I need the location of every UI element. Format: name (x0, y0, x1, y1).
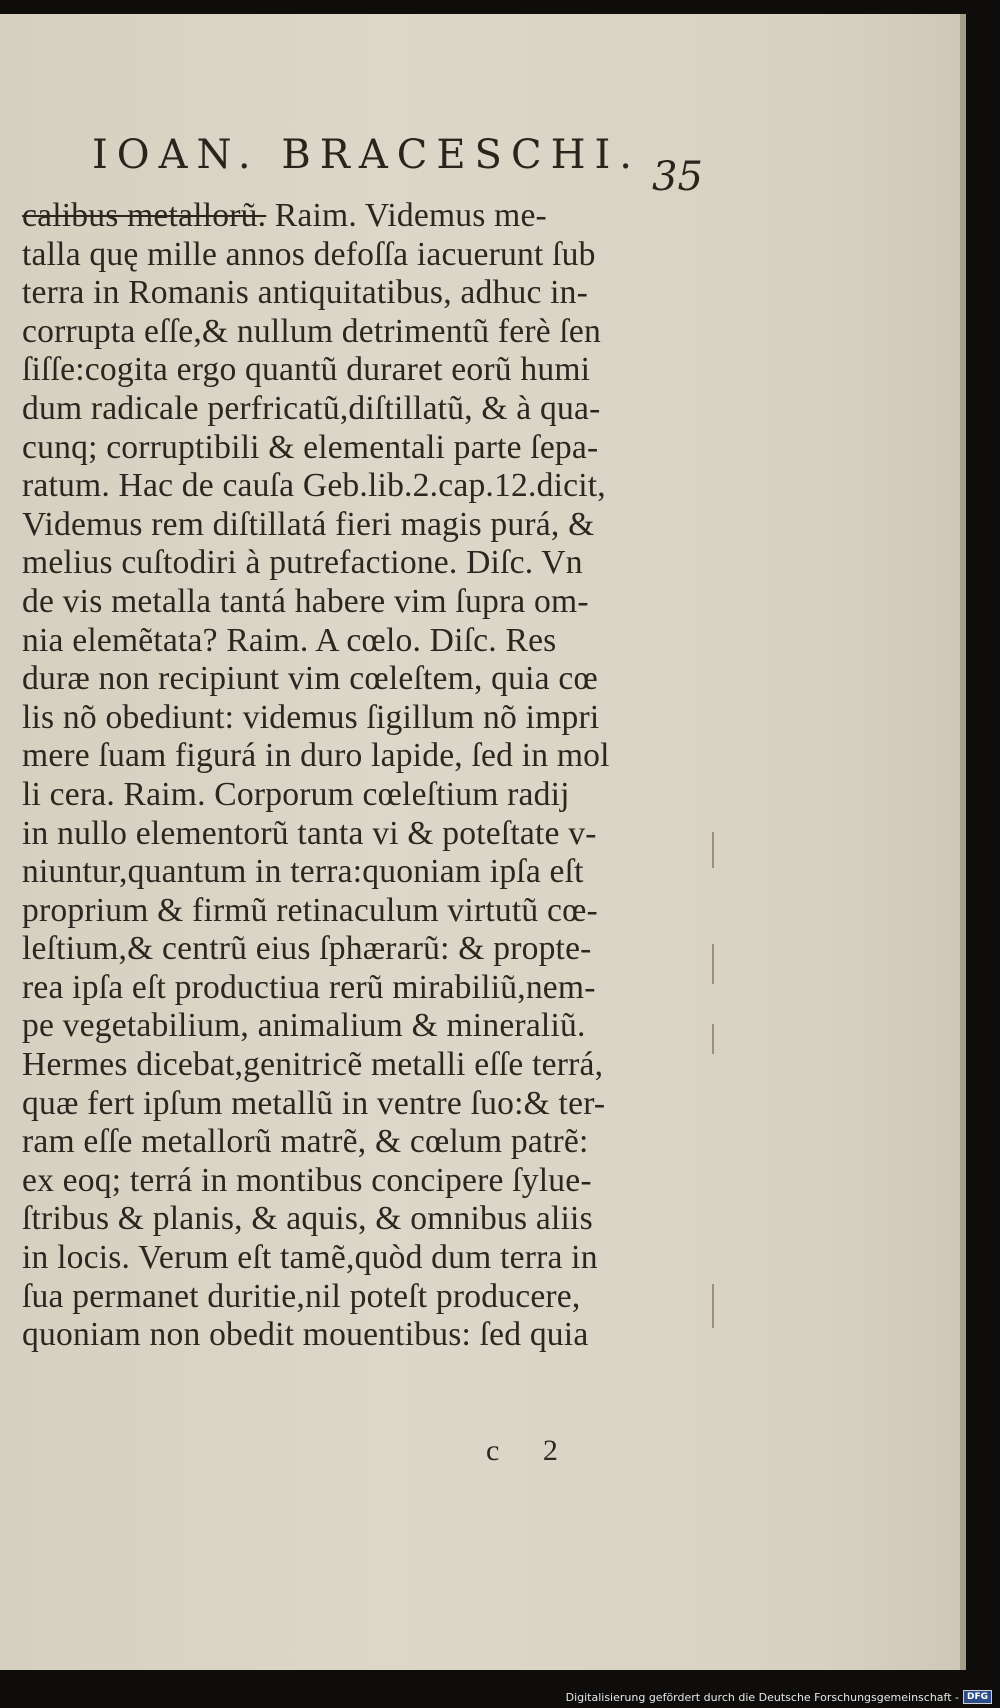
page-number: 35 (652, 154, 703, 200)
text-line: ex eoq; terrá in montibus concipere ſylue- (22, 1161, 592, 1199)
dfg-logo-icon: DFG (963, 1690, 992, 1704)
text-line: rea ipſa eſt productiua rerũ mirabiliũ,nem- (22, 968, 596, 1006)
text-line: niuntur,quantum in terra:quoniam ipſa eſt (22, 853, 584, 891)
text-line: in locis. Verum eſt tamẽ,quòd dum terra in (22, 1239, 598, 1277)
text-line: Hermes dicebat,genitricẽ metalli eſſe terrá, (22, 1046, 604, 1084)
struck-text: calibus metallorũ. (22, 197, 267, 234)
text-line: talla quę mille annos defoſſa iacuerunt ſub (22, 235, 596, 273)
text-line: de vis metalla tantá habere vim ſupra om- (22, 582, 589, 620)
book-page (0, 14, 966, 1670)
margin-pencil-mark (712, 832, 714, 868)
margin-pencil-mark (712, 1284, 714, 1328)
text-line: duræ non recipiunt vim cœleſtem, quia cœ (22, 660, 598, 698)
text-line: ram eſſe metallorũ matrẽ, & cœlum patrẽ: (22, 1123, 589, 1161)
text-line: mere ſuam figurá in duro lapide, ſed in mol (22, 737, 610, 775)
text-line: pe vegetabilium, animalium & mineraliũ. (22, 1007, 586, 1045)
margin-pencil-mark (712, 1024, 714, 1054)
text-line: Videmus rem diſtillatá fieri magis purá, & (22, 505, 595, 543)
text-line: ſiſſe:cogita ergo quantũ duraret eorũ humi (22, 351, 591, 389)
text-line: melius cuſtodiri à putrefactione. Diſc. Vn (22, 544, 583, 582)
text-line: terra in Romanis antiquitatibus, adhuc in- (22, 274, 589, 312)
line-remainder: Raim. Videmus me- (266, 197, 547, 234)
running-title: IOAN. BRACESCHI. (92, 132, 641, 178)
text-line: corrupta eſſe,& nullum detrimentũ ferè ſen (22, 312, 602, 350)
text-line: proprium & firmũ retinaculum virtutũ cœ- (22, 891, 598, 929)
text-line: ſua permanet duritie,nil poteſt producere, (22, 1277, 581, 1315)
text-line: dum radicale perfricatũ,diſtillatũ, & à qua- (22, 389, 601, 427)
text-line: li cera. Raim. Corporum cœleſtium radij (22, 775, 570, 813)
signature-mark: c 2 (486, 1434, 576, 1467)
text-line: in nullo elementorũ tanta vi & poteſtate v- (22, 814, 597, 852)
text-line: lis nõ obediunt: videmus ſigillum nõ impri (22, 698, 600, 736)
margin-pencil-mark (712, 944, 714, 984)
text-line: ratum. Hac de cauſa Geb.lib.2.cap.12.dicit, (22, 467, 606, 505)
digitization-footer (566, 1690, 992, 1704)
text-line: quæ fert ipſum metallũ in ventre ſuo:& ter- (22, 1084, 606, 1122)
text-line: quoniam non obedit mouentibus: ſed quia (22, 1316, 589, 1354)
text-line (22, 197, 702, 236)
body-text (22, 197, 702, 1355)
text-line: ſtribus & planis, & aquis, & omnibus aliis (22, 1200, 593, 1238)
text-line: nia elemẽtata? Raim. A cœlo. Diſc. Res (22, 621, 557, 659)
footer-credit: Digitalisierung gefördert durch die Deutsche Forschungsgemeinschaft - (565, 1690, 959, 1704)
text-line: leſtium,& centrũ eius ſphærarũ: & propte- (22, 930, 592, 968)
text-line: cunq; corruptibili & elementali parte ſepa- (22, 428, 599, 466)
